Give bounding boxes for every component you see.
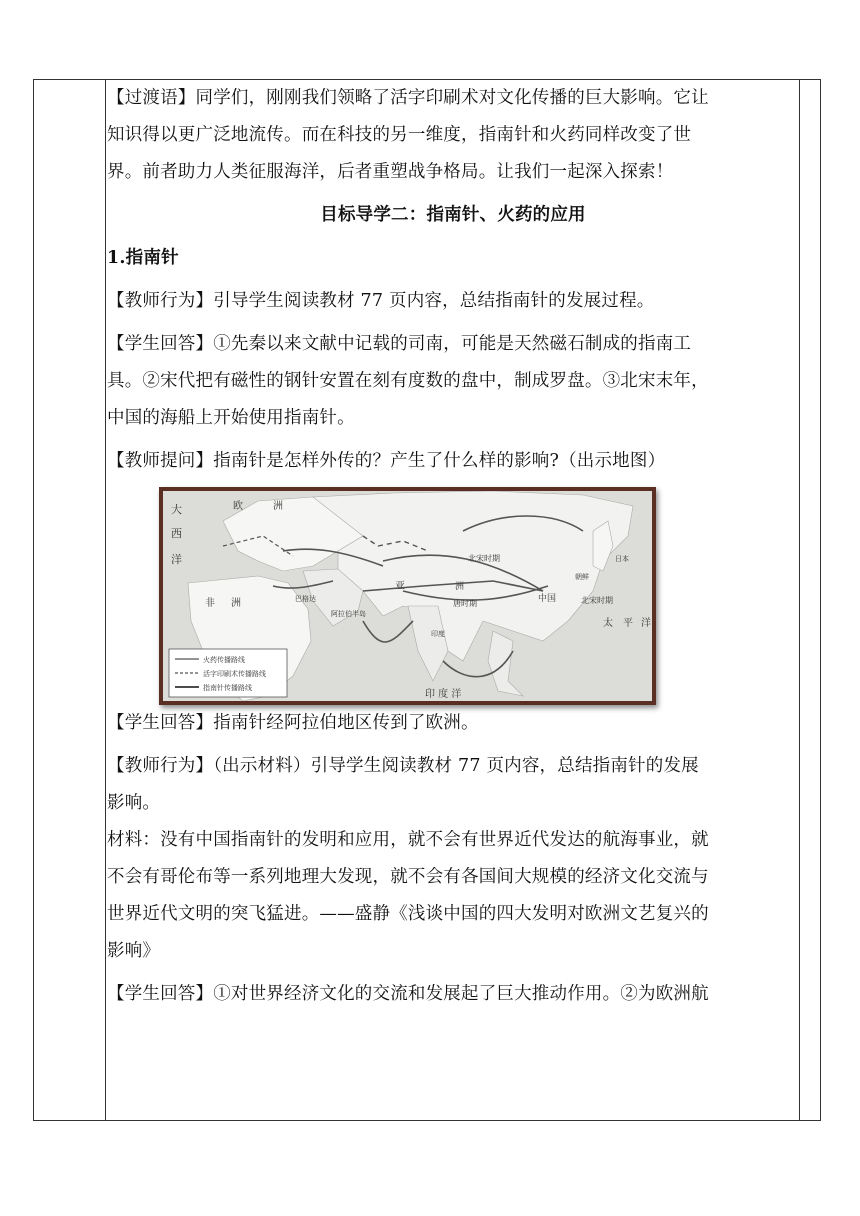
transition-line-3: 界。前者助力人类征服海洋，后者重塑战争格局。让我们一起深入探索！ (107, 162, 674, 182)
label-atlantic-da: 大 (171, 503, 182, 516)
legend-printing: 活字印刷术传播路线 (203, 670, 266, 678)
label-china: 中国 (538, 594, 557, 604)
subsection-title: 1.指南针 (107, 248, 179, 268)
teacher-action-1: 【教师行为】引导学生阅读教材 77 页内容，总结指南针的发展过程。 (107, 291, 655, 311)
label-japan: 日本 (615, 555, 629, 563)
material-line-2: 不会有哥伦布等一系列地理大发现，就不会有各国间大规模的经济文化交流与 (107, 867, 709, 887)
lesson-content (107, 80, 799, 1013)
material-line-1: 材料：没有中国指南针的发明和应用，就不会有世界近代发达的航海事业，就 (107, 830, 709, 850)
label-asia-zhou: 洲 (455, 582, 465, 592)
label-asia-ya: 亚 (395, 581, 405, 592)
material-line-3: 世界近代文明的突飞猛进。——盛静《浅谈中国的四大发明对欧洲文艺复兴的 (107, 904, 709, 924)
student-answer-3: 【学生回答】①对世界经济文化的交流和发展起了巨大推动作用。②为欧洲航 (107, 984, 709, 1004)
label-africa-zhou: 洲 (231, 598, 241, 609)
label-india: 印度 (431, 630, 445, 638)
spread-route-map (159, 487, 656, 705)
section-title: 目标导学二：指南针、火药的应用 (320, 205, 586, 225)
column-divider-right (799, 80, 800, 1120)
label-pacific-yang: 洋 (641, 618, 651, 629)
label-north-song-right: 北宋时期 (581, 596, 613, 605)
legend-gunpowder: 火药传播路线 (203, 656, 245, 664)
label-north-song-top: 北宋时期 (468, 554, 500, 563)
lesson-table (33, 79, 821, 1121)
label-atlantic-xi: 西 (171, 527, 182, 540)
transition-line-1: 【过渡语】同学们，刚刚我们领略了活字印刷术对文化传播的巨大影响。它让 (107, 88, 709, 108)
label-indian-ocean: 印 度 洋 (425, 689, 462, 700)
map-drawing (163, 491, 652, 701)
column-divider-left (105, 80, 106, 1120)
student-answer-1-line-3: 中国的海船上开始使用指南针。 (107, 408, 355, 428)
teacher-action-2-line-1: 【教师行为】（出示材料）引导学生阅读教材 77 页内容，总结指南针的发展 (107, 756, 699, 776)
label-tang-period: 唐时期 (453, 599, 477, 608)
student-answer-1-line-1: 【学生回答】①先秦以来文献中记载的司南，可能是天然磁石制成的指南工 (107, 334, 692, 354)
label-europe-zhou: 洲 (273, 501, 283, 512)
legend-compass: 指南针传播路线 (203, 684, 252, 692)
label-pacific-ping: 平 (623, 618, 633, 629)
transition-line-2: 知识得以更广泛地流传。而在科技的另一维度，指南针和火药同样改变了世 (107, 125, 692, 145)
label-arabia: 阿拉伯半岛 (331, 610, 366, 618)
label-atlantic-yang: 洋 (171, 553, 182, 566)
teacher-action-2-line-2: 影响。 (107, 793, 161, 813)
label-africa-fei: 非 (205, 598, 215, 609)
label-europe-ou: 欧 (233, 501, 243, 512)
label-pacific-tai: 太 (603, 618, 613, 629)
label-baghdad: 巴格达 (295, 595, 316, 603)
material-line-4: 影响》 (107, 941, 161, 961)
label-korea: 朝鲜 (575, 573, 589, 581)
student-answer-2: 【学生回答】指南针经阿拉伯地区传到了欧洲。 (107, 713, 479, 733)
teacher-question: 【教师提问】指南针是怎样外传的？产生了什么样的影响?（出示地图） (107, 451, 666, 471)
student-answer-1-line-2: 具。②宋代把有磁性的钢针安置在刻有度数的盘中，制成罗盘。③北宋末年， (107, 371, 709, 391)
